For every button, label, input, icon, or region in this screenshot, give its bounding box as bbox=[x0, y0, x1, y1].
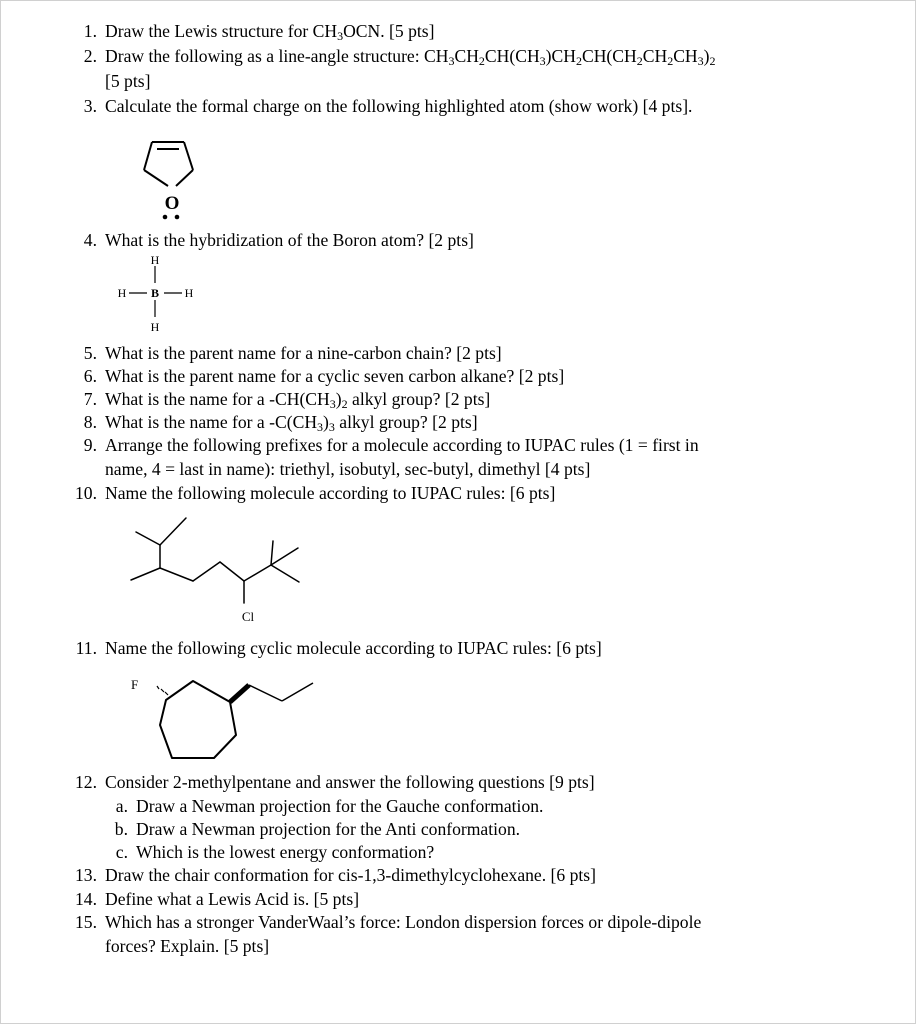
question-number: 2. bbox=[83, 46, 97, 66]
question-15-line-2: forces? Explain. [5 pts] bbox=[105, 936, 270, 956]
hydrogen-atom: H bbox=[117, 286, 127, 300]
subscript: 3 bbox=[448, 54, 455, 68]
question-number: 15. bbox=[75, 912, 97, 932]
subquestion-letter: c. bbox=[115, 842, 128, 862]
question-text: Name the following molecule according to IUPAC rules: [6 pts] bbox=[105, 483, 556, 503]
question-text: ) bbox=[323, 412, 329, 432]
question-number: 6. bbox=[83, 366, 97, 386]
seven-membered-ring bbox=[160, 681, 236, 758]
subquestion-text: Which is the lowest energy conformation? bbox=[136, 842, 435, 862]
question-text: Draw the chair conformation for cis-1,3-dimethylcyclohexane. [6 pts] bbox=[105, 865, 596, 885]
ring-bonds bbox=[160, 681, 236, 758]
question-number: 12. bbox=[75, 772, 97, 792]
question-text: Arrange the following prefixes for a molecule according to IUPAC rules (1 = first in bbox=[105, 435, 699, 455]
question-text: What is the hybridization of the Boron atom? [2 pts] bbox=[105, 230, 474, 250]
question-13 bbox=[75, 863, 596, 887]
oxygen-atom: O bbox=[164, 193, 180, 214]
question-text: ) bbox=[335, 389, 342, 409]
question-2-line-2: [5 pts] bbox=[105, 71, 151, 91]
chlorine-atom: Cl bbox=[241, 609, 255, 624]
subscript: 3 bbox=[539, 54, 546, 68]
question-text: What is the name for a -CH(CH bbox=[105, 389, 330, 409]
boron-atom: B bbox=[150, 286, 160, 300]
subscript: 3 bbox=[697, 54, 704, 68]
question-text: alkyl group? [2 pts] bbox=[347, 389, 491, 409]
bond bbox=[282, 683, 313, 701]
question-number: 1. bbox=[83, 21, 97, 41]
formula-part: CH bbox=[454, 46, 479, 66]
subscript: 2 bbox=[709, 54, 716, 68]
question-number: 7. bbox=[83, 389, 97, 409]
subscript: 2 bbox=[667, 54, 674, 68]
subscript: 2 bbox=[478, 54, 485, 68]
question-14 bbox=[75, 887, 360, 911]
formula-part: Draw the following as a line-angle structure: CH bbox=[105, 46, 449, 66]
question-text: Which has a stronger VanderWaal’s force: London dispersion forces or dipole-dipole bbox=[105, 912, 702, 932]
question-12b bbox=[114, 817, 521, 841]
question-number: 14. bbox=[75, 889, 97, 909]
formula-part: )CH bbox=[545, 46, 576, 66]
question-number: 3. bbox=[83, 96, 97, 116]
subquestion-text: Draw a Newman projection for the Anti conformation. bbox=[136, 819, 521, 839]
question-text: Draw the Lewis structure for CH bbox=[105, 21, 338, 41]
question-text: What is the name for a -C(CH bbox=[105, 412, 318, 432]
question-number: 13. bbox=[75, 865, 97, 885]
question-12 bbox=[75, 770, 595, 794]
subquestion-letter: b. bbox=[114, 819, 128, 839]
subscript: 3 bbox=[328, 420, 335, 434]
question-number: 4. bbox=[83, 230, 97, 250]
question-text: What is the parent name for a cyclic seven carbon alkane? [2 pts] bbox=[105, 366, 565, 386]
question-9-line-2: name, 4 = last in name): triethyl, isobutyl, sec-butyl, dimethyl [4 pts] bbox=[105, 459, 591, 479]
question-text: What is the parent name for a nine-carbon chain? [2 pts] bbox=[105, 343, 502, 363]
question-number: 9. bbox=[83, 435, 97, 455]
hashed-bond bbox=[157, 686, 168, 695]
question-12a bbox=[115, 794, 544, 818]
subscript: 2 bbox=[636, 54, 643, 68]
question-number: 11. bbox=[75, 638, 97, 658]
fluorine-atom: F bbox=[131, 677, 139, 692]
question-text: Define what a Lewis Acid is. [5 pts] bbox=[105, 889, 360, 909]
question-text-end: OCN. [5 pts] bbox=[343, 21, 435, 41]
wedge-bond bbox=[230, 685, 249, 702]
subscript: 2 bbox=[341, 397, 348, 411]
formula-part: ) bbox=[703, 46, 710, 66]
formula-part: CH bbox=[642, 46, 668, 66]
subscript: 3 bbox=[329, 397, 336, 411]
subscript: 2 bbox=[575, 54, 582, 68]
subquestion-text: Draw a Newman projection for the Gauche conformation. bbox=[136, 796, 544, 816]
substituent-bonds bbox=[230, 683, 313, 702]
question-text: alkyl group? [2 pts] bbox=[334, 412, 478, 432]
question-text: Calculate the formal charge on the following highlighted atom (show work) [4 pts]. bbox=[105, 96, 693, 116]
question-number: 10. bbox=[75, 483, 97, 503]
formula-part: CH(CH bbox=[484, 46, 540, 66]
question-text: Consider 2-methylpentane and answer the following questions [9 pts] bbox=[105, 772, 595, 792]
hydrogen-atom: H bbox=[150, 320, 160, 334]
formula-part: CH bbox=[673, 46, 698, 66]
subquestion-letter: a. bbox=[115, 796, 128, 816]
question-number: 8. bbox=[83, 412, 97, 432]
formula-part: CH(CH bbox=[581, 46, 637, 66]
hydrogen-atom: H bbox=[150, 253, 160, 267]
subscript: 3 bbox=[317, 420, 324, 434]
question-12c bbox=[115, 840, 435, 864]
hydrogen-atom: H bbox=[184, 286, 194, 300]
question-15 bbox=[75, 910, 702, 934]
subscript: 3 bbox=[337, 29, 344, 43]
bond bbox=[249, 685, 282, 701]
question-number: 5. bbox=[83, 343, 97, 363]
question-text: Name the following cyclic molecule according to IUPAC rules: [6 pts] bbox=[105, 638, 602, 658]
